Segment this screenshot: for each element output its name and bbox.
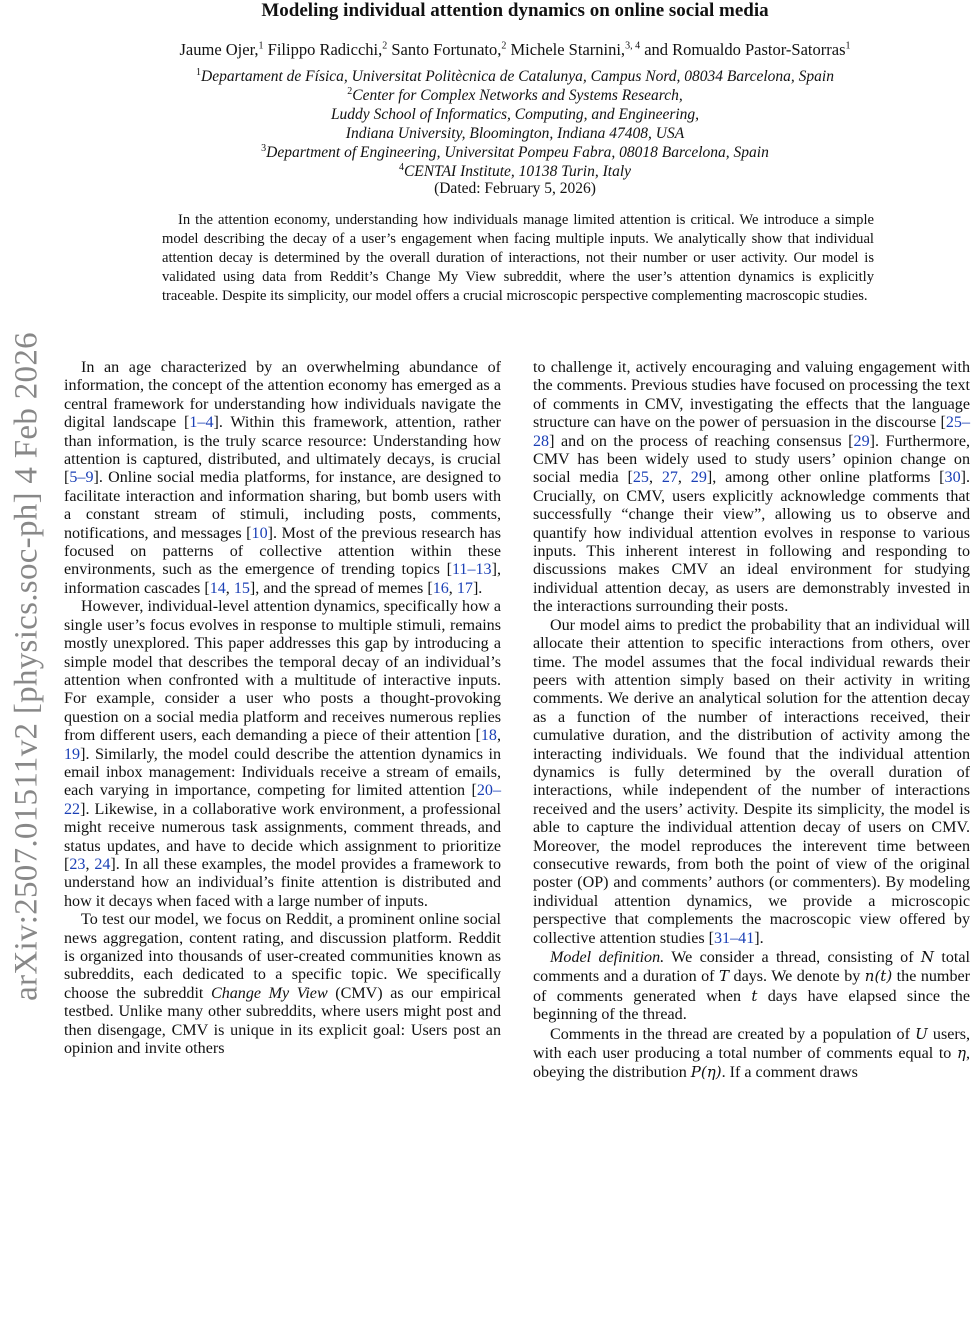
author-name: Michele Starnini, [506, 40, 626, 59]
math-symbol: η [956, 1044, 966, 1063]
paragraph: Model definition. We consider a thread, consisting of N total comments and a duration of T days. We denote by n(t) the number of comments generated when t days have elapsed since the beginning of the thread. [533, 948, 970, 1024]
math-symbol: U [915, 1024, 928, 1043]
abstract: In the attention economy, understanding how individuals manage limited attention is critical. We introduce a simple model describing the decay of a user’s engagement when facing multiple inputs. We analytically show that individual attention decay is determined by the overall duration of interactions, not their number or user activity. Our model is validated using data from Reddit’s Change My View subreddit, where the user’s attention dynamics is explicitly traceable. Despite its simplicity, our model offers a crucial microscopic perspective complementing macroscopic studies. [162, 212, 874, 304]
arxiv-identifier: arXiv:2507.01511v2 [physics.soc-ph] 4 Feb 2026 [8, 332, 45, 1001]
citation-link[interactable]: 23 [69, 855, 86, 873]
right-column [533, 359, 970, 1083]
affiliation-line: $^3$Department of Engineering, Universitat Pompeu Fabra, 08018 Barcelona, Spain [261, 142, 769, 161]
citation-link[interactable]: 11–13 [451, 561, 492, 579]
paragraph: Our model aims to predict the probability that an individual will allocate their attention to specific interactions from others, over time. The model assumes that the focal individual rewards their peers with attention simply based on their activity in writing comments. We derive an analytical solution for the attention decay as a function of the number of interactions received, their cumulative duration, and the distribution of activity among the interacting individuals. We found that the individual attention dynamics is fully determined by the overall duration of interactions, while independent of the number of interactions received and the users’ activity. Despite its simplicity, the model is able to capture the individual attention decay of users on CMV. Moreover, the model reproduces the interevent time between consecutive rewards, from both the point of view of the original poster (OP) and comments’ authors (or commenters). By modeling individual attention dynamics, we provide a microscopic perspective that complements the macroscopic view offered by collective attention studies [31–41]. [533, 616, 970, 947]
math-symbol: T [719, 967, 730, 986]
affiliations [0, 67, 973, 181]
citation-link[interactable]: 14 [209, 579, 226, 597]
left-column [64, 359, 501, 1058]
author-affiliation-mark: 2 [382, 40, 388, 52]
emphasis: Model definition. [550, 949, 665, 966]
paragraph: Comments in the thread are created by a population of U users, with each user producing a total number of comments equal to η, obeying the distribution P(η). If a comment draws [533, 1024, 971, 1082]
citation-link[interactable]: 24 [94, 855, 111, 873]
author-affiliation-mark: 3, 4 [625, 40, 641, 52]
affiliation-line: $^2$Center for Complex Networks and Systems Research, [347, 85, 683, 104]
author-affiliation-mark: 1 [258, 40, 264, 52]
paper-title: Modeling individual attention dynamics on online social media [261, 0, 769, 21]
author-name: Filippo Radicchi, [263, 40, 383, 59]
arxiv-sidebar [2, 28, 48, 1328]
paragraph: In an age characterized by an overwhelming abundance of information, the concept of the attention economy has emerged as a central framework for understanding how individuals navigate the digital landscape [1–4]. Within this framework, attention, rather than information, is the truly scarce resource: Understanding how attention is captured, distributed, and ultimately decays, is crucial [5–9]. Online social media platforms, for instance, are designed to facilitate interaction and information sharing, but bomb users with a constant stream of stimuli, including posts, comments, notifications, and messages [10]. Most of the previous research has focused on patterns of collective attention within these environments, such as the emergence of trending topics [11–13], information cascades [14, 15], and the spread of memes [16, 17]. [64, 359, 501, 597]
citation-link[interactable]: 30 [944, 469, 961, 487]
emphasis: Change My View [210, 984, 328, 1002]
affiliation-line: Luddy School of Informatics, Computing, and Engineering, [330, 106, 700, 123]
citation-link[interactable]: 5–9 [69, 469, 94, 487]
paragraph: to challenge it, actively encouraging and valuing engagement with the comments. Previous studies have focused on processing the text of comments in CMV, investigating the effects that the language structure can have on the power of persuasion in the discourse [25–28] and on the process of reaching consensus [29]. Furthermore, CMV has been widely used to study users’ opinion change on social media [25, 27, 29], among other online platforms [30]. Crucially, on CMV, users explicitly acknowledge comments that successfully “change their view”, allowing us to observe and quantify how individual attention evolves in response to various inputs. This inherent interest in following and responding to discussions makes CMV an ideal environment for studying individual attention decay, as users are demonstrably invested in the interactions surrounding their posts. [533, 359, 971, 616]
math-symbol: t [751, 986, 758, 1005]
citation-link[interactable]: 29 [853, 432, 870, 450]
math-symbol: N [920, 948, 935, 966]
affiliation-line: $^4$CENTAI Institute, 10138 Turin, Italy [398, 161, 632, 180]
citation-link[interactable]: 29 [690, 469, 707, 487]
citation-link[interactable]: 19 [64, 745, 81, 763]
citation-link[interactable]: 31–41 [714, 929, 755, 947]
author-affiliation-mark: 1 [845, 40, 851, 52]
paragraph: However, individual-level attention dynamics, specifically how a single user’s focus evolves in response to multiple stimuli, remains mostly unexplored. This paper addresses this gap by introducing a simple model that describes the temporal decay of an individual’s attention when confronted with a multitude of interactive inputs. For example, consider a user who posts a thought-provoking question on a social media platform and receives numerous replies from different users, each demanding a piece of their attention [18, 19]. Similarly, the model could describe the attention dynamics in email inbox management: Individuals receive a stream of emails, each varying in importance, competing for limited attention [20–22]. Likewise, in a collaborative work environment, a professional might receive numerous task assignments, comment threads, and status updates, and have to decide which assignment to prioritize [23, 24]. In all these examples, the model provides a framework to understand how an individual’s finite attention is distributed and how it decays when faced with a large number of inputs. [64, 598, 501, 910]
citation-link[interactable]: 10 [251, 524, 268, 542]
paragraph: To test our model, we focus on Reddit, a prominent online social news aggregation, content rating, and discussion platform. Reddit is organized into thousands of user-created communities known as subreddits, each dedicated to a specific topic. We specifically choose the subreddit Change My View (CMV) as our empirical testbed. Unlike many other subreddits, where users might post and then disengage, CMV is unique in its explicit goal: Users post an opinion and invite others [64, 911, 501, 1058]
author-name: Santo Fortunato, [387, 40, 502, 59]
citation-link[interactable]: 27 [661, 469, 678, 487]
citation-link[interactable]: 25–28 [533, 414, 970, 450]
math-symbol: n(t) [864, 967, 893, 986]
citation-link[interactable]: 16 [432, 579, 449, 597]
author-name: Jaume Ojer, [179, 40, 259, 59]
author-name: and Romualdo Pastor-Satorras [640, 40, 846, 59]
citation-link[interactable]: 1–4 [189, 414, 214, 432]
affiliation-line: $^1$Departament de Física, Universitat Politècnica de Catalunya, Campus Nord, 08034 Barcelona, Spain [196, 66, 834, 85]
author-list [0, 40, 973, 60]
date-line: (Dated: February 5, 2026) [434, 180, 596, 197]
author-affiliation-mark: 2 [501, 40, 507, 52]
citation-link[interactable]: 15 [233, 579, 250, 597]
math-symbol: P(η) [690, 1063, 722, 1082]
citation-link[interactable]: 18 [480, 727, 497, 745]
citation-link[interactable]: 25 [632, 469, 649, 487]
citation-link[interactable]: 17 [456, 579, 473, 597]
affiliation-line: Indiana University, Bloomington, Indiana 47408, USA [345, 125, 685, 142]
citation-link[interactable]: 20–22 [64, 782, 501, 818]
